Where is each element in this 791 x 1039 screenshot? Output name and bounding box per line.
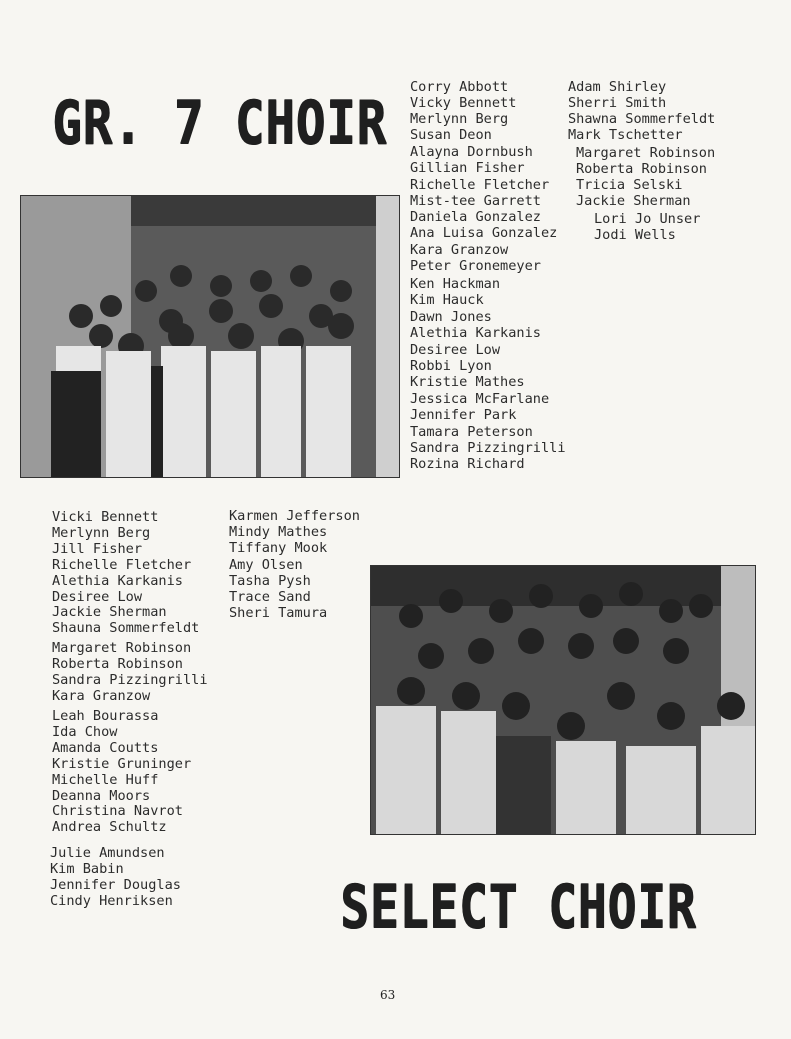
name: Gillian Fisher	[410, 160, 525, 177]
page-number: 63	[380, 988, 396, 1002]
name: Vicki Bennett	[52, 509, 159, 525]
name: Michelle Huff	[52, 771, 159, 788]
name: Ken Hackman	[410, 276, 501, 292]
name: Ida Chow	[52, 723, 118, 740]
name: Tamara Peterson	[410, 423, 533, 440]
name: Shauna Sommerfeldt	[52, 620, 200, 637]
name: Sandra Pizzingrilli	[410, 440, 566, 457]
select-choir-photo	[370, 565, 756, 835]
name: Richelle Fletcher	[410, 176, 550, 193]
select-names-right	[229, 508, 360, 621]
select-choir-heading: SELECT CHOIR	[340, 872, 697, 942]
name: Susan Deon	[410, 127, 492, 143]
name: Jennifer Douglas	[50, 876, 181, 893]
name: Leah Bourassa	[52, 708, 159, 724]
gr7-names-col1c	[410, 276, 566, 473]
name: Margaret Robinson	[576, 145, 716, 161]
name: Shawna Sommerfeldt	[568, 111, 716, 127]
name: Amy Olsen	[229, 556, 303, 573]
name: Karmen Jefferson	[229, 508, 360, 524]
gr7-names-col2a	[568, 79, 715, 143]
name: Peter Gronemeyer	[410, 258, 541, 275]
name: Jackie Sherman	[52, 604, 167, 621]
name: Cindy Henriksen	[50, 892, 173, 909]
name: Mist-tee Garrett	[410, 192, 541, 209]
name: Jessica McFarlane	[410, 390, 550, 407]
name: Sandra Pizzingrilli	[52, 671, 208, 688]
select-names-left3	[52, 709, 191, 836]
name: Daniela Gonzalez	[410, 209, 541, 226]
select-names-left1	[52, 510, 199, 637]
name: Jodi Wells	[594, 227, 676, 243]
name: Robbi Lyon	[410, 358, 492, 375]
select-names-left2	[52, 641, 208, 705]
name: Kristie Mathes	[410, 374, 525, 391]
gr7-choir-photo	[20, 195, 400, 478]
name: Sheri Tamura	[229, 605, 328, 622]
name: Kara Granzow	[410, 241, 509, 258]
name: Kara Granzow	[52, 687, 151, 704]
name: Margaret Robinson	[52, 640, 192, 656]
name: Alethia Karkanis	[410, 325, 541, 342]
name: Tricia Selski	[576, 177, 683, 193]
name: Kim Babin	[50, 860, 124, 877]
name: Amanda Coutts	[52, 739, 159, 756]
name: Lori Jo Unser	[594, 211, 701, 227]
gr7-names-col1a	[410, 79, 516, 143]
name: Dawn Jones	[410, 308, 492, 325]
name: Tasha Pysh	[229, 572, 311, 589]
name: Andrea Schultz	[52, 819, 167, 836]
name: Merlynn Berg	[410, 111, 509, 127]
name: Jennifer Park	[410, 407, 517, 424]
name: Julie Amundsen	[50, 845, 165, 861]
select-names-left4	[50, 846, 181, 910]
name: Kim Hauck	[410, 292, 484, 309]
name: Vicky Bennett	[410, 95, 517, 111]
name: Jill Fisher	[52, 540, 143, 557]
name: Tiffany Mook	[229, 540, 328, 557]
name: Sherri Smith	[568, 95, 667, 111]
name: Ana Luisa Gonzalez	[410, 225, 558, 242]
name: Desiree Low	[410, 341, 501, 358]
name: Mindy Mathes	[229, 524, 328, 541]
gr7-names-col2c	[594, 211, 700, 243]
name: Richelle Fletcher	[52, 556, 192, 573]
name: Kristie Gruninger	[52, 755, 192, 772]
name: Mark Tschetter	[568, 127, 683, 143]
name: Desiree Low	[52, 588, 143, 605]
name: Roberta Robinson	[52, 655, 183, 672]
name: Jackie Sherman	[576, 193, 691, 209]
name: Alayna Dornbush	[410, 144, 533, 160]
name: Alethia Karkanis	[52, 572, 183, 589]
name: Merlynn Berg	[52, 524, 151, 541]
gr7-choir-heading: GR. 7 CHOIR	[52, 88, 387, 158]
name: Trace Sand	[229, 589, 311, 606]
name: Deanna Moors	[52, 787, 151, 804]
name: Adam Shirley	[568, 79, 667, 95]
name: Corry Abbott	[410, 79, 509, 95]
gr7-names-col2b	[576, 145, 715, 209]
gr7-names-col1b	[410, 144, 557, 274]
name: Christina Navrot	[52, 803, 183, 820]
name: Roberta Robinson	[576, 161, 707, 177]
name: Rozina Richard	[410, 456, 525, 473]
